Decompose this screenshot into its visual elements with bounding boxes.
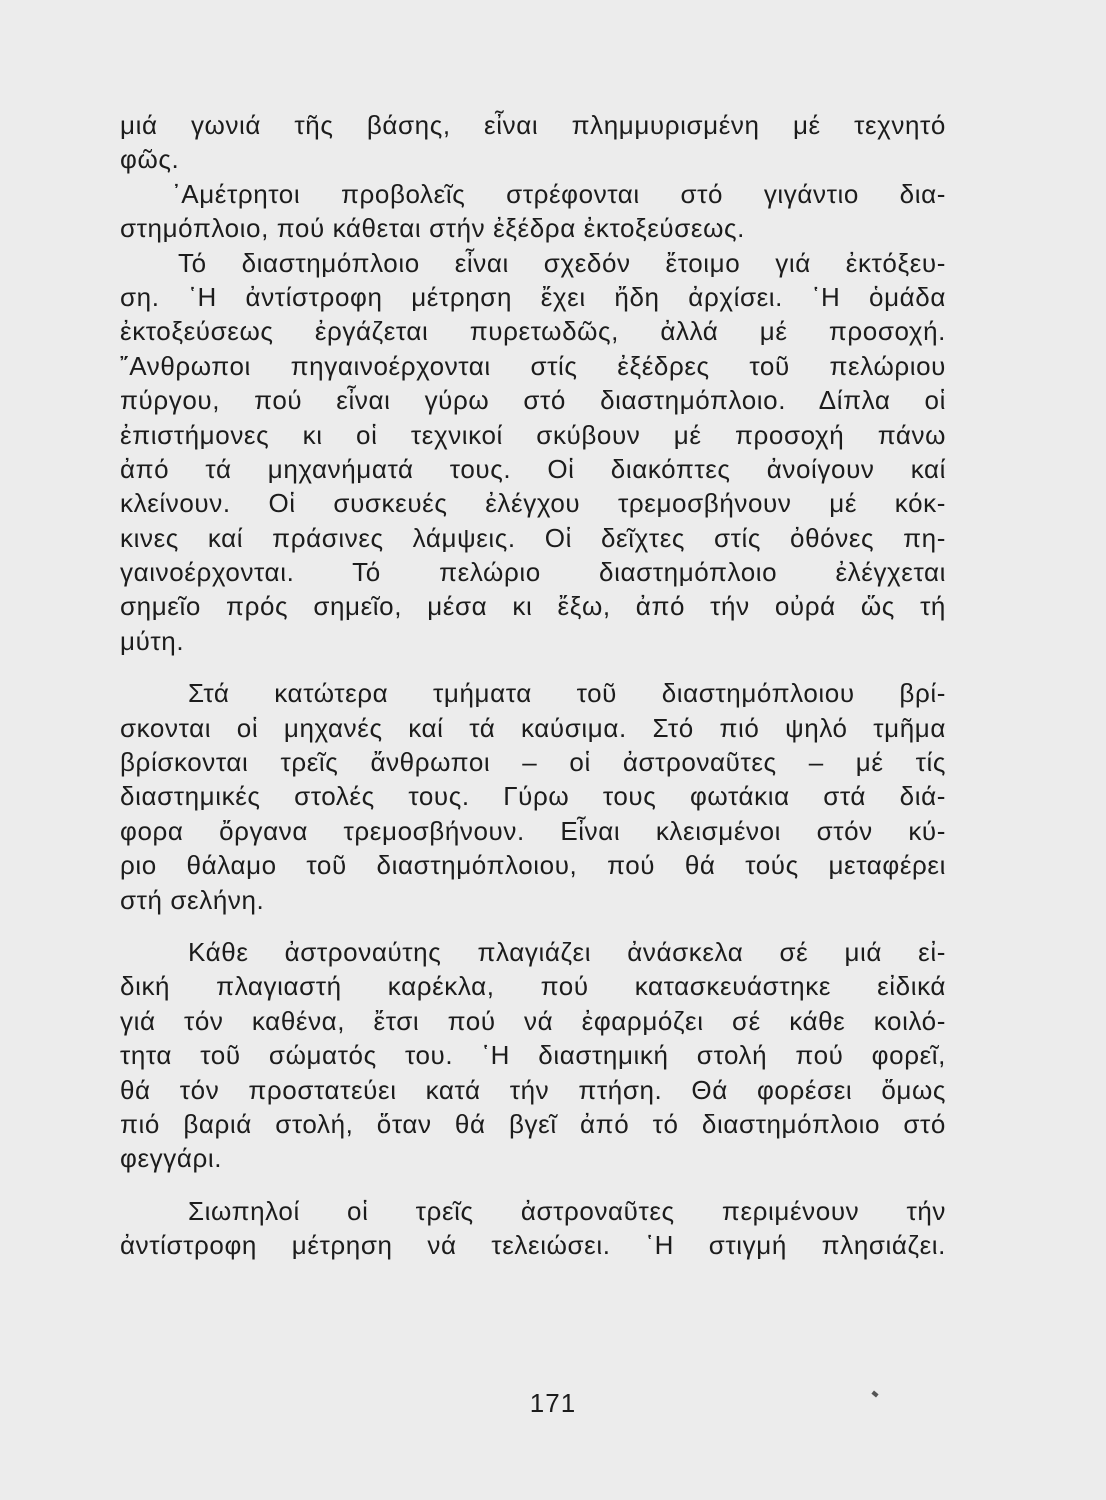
text-line: δική πλαγιαστή καρέκλα, πού κατασκευάστηκε εἰδικά [120, 971, 946, 1002]
text-line: φορα ὄργανα τρεμοσβήνουν. Εἶναι κλεισμένοι στόν κύ- [120, 815, 946, 846]
paragraph-gap [120, 658, 946, 676]
text-line: θά τόν προστατεύει κατά τήν πτήση. Θά φορέσει ὅμως [120, 1074, 946, 1105]
text-line: ριο θάλαμο τοῦ διαστημόπλοιου, πού θά τούς μεταφέρει [120, 850, 946, 881]
paragraph-gap [120, 1176, 946, 1194]
text-line: κινες καί πράσινες λάμψεις. Οἱ δεῖχτες στίς ὀθόνες πη- [120, 522, 946, 553]
text-line: τητα τοῦ σώματός του. ῾Η διαστημική στολή πού φορεῖ, [120, 1040, 946, 1071]
paragraph-gap [120, 917, 946, 935]
text-line: σημεῖο πρός σημεῖο, μέσα κι ἔξω, ἀπό τήν οὐρά ὥς τή [120, 591, 946, 622]
text-line: ἐπιστήμονες κι οἱ τεχνικοί σκύβουν μέ προσοχή πάνω [120, 419, 946, 450]
text-line: μιά γωνιά τῆς βάσης, εἶναι πλημμυρισμένη μέ τεχνητό [120, 110, 946, 140]
text-line: στή σελήνη. [120, 884, 265, 915]
text-line: ἐκτοξεύσεως ἐργάζεται πυρετωδῶς, ἀλλά μέ προσοχή. [120, 316, 946, 347]
body-text [120, 108, 946, 1263]
text-line: γαινοέρχονται. Τό πελώριο διαστημόπλοιο ἐλέγχεται [120, 557, 946, 588]
text-line: ᾿Αμέτρητοι προβολεῖς στρέφονται στό γιγάντιο δια- [172, 178, 946, 209]
text-line: στημόπλοιο, πού κάθεται στήν ἐξέδρα ἐκτοξεύσεως. [120, 213, 745, 244]
text-line: ἀντίστροφη μέτρηση νά τελειώσει. ῾Η στιγμή πλησιάζει. [120, 1230, 946, 1261]
text-line: ῎Ανθρωποι πηγαινοέρχονται στίς ἐξέδρες τοῦ πελώριου [120, 350, 946, 381]
text-line: Κάθε ἀστροναύτης πλαγιάζει ἀνάσκελα σέ μιά εἰ- [188, 936, 946, 967]
text-line: πιό βαριά στολή, ὅταν θά βγεῖ ἀπό τό διαστημόπλοιο στό [120, 1108, 946, 1139]
text-line: κλείνουν. Οἱ συσκευές ἐλέγχου τρεμοσβήνουν μέ κόκ- [120, 488, 946, 519]
text-line: βρίσκονται τρεῖς ἄνθρωποι – οἱ ἀστροναῦτες – μέ τίς [120, 747, 946, 778]
text-line: Σιωπηλοί οἱ τρεῖς ἀστροναῦτες περιμένουν τήν [188, 1195, 946, 1226]
text-line: σκονται οἱ μηχανές καί τά καύσιμα. Στό πιό ψηλό τμῆμα [120, 712, 946, 743]
text-line: ση. ῾Η ἀντίστροφη μέτρηση ἔχει ἤδη ἀρχίσει. ῾Η ὁμάδα [120, 281, 946, 312]
text-line: διαστημικές στολές τους. Γύρω τους φωτάκια στά διά- [120, 781, 946, 812]
text-line: ἀπό τά μηχανήματά τους. Οἱ διακόπτες ἀνοίγουν καί [120, 453, 946, 484]
text-line: Τό διαστημόπλοιο εἶναι σχεδόν ἔτοιμο γιά ἐκτόξευ- [178, 247, 946, 278]
text-line: φεγγάρι. [120, 1143, 223, 1174]
page-number: 171 [529, 1388, 577, 1418]
text-line: φῶς. [120, 144, 180, 175]
text-line: πύργου, πού εἶναι γύρω στό διαστημόπλοιο. Δίπλα οἱ [120, 385, 946, 416]
text-line: Στά κατώτερα τμήματα τοῦ διαστημόπλοιου βρί- [188, 678, 946, 709]
text-line: γιά τόν καθένα, ἔτσι πού νά ἐφαρμόζει σέ κάθε κοιλό- [120, 1005, 946, 1036]
text-line: μύτη. [120, 625, 185, 656]
